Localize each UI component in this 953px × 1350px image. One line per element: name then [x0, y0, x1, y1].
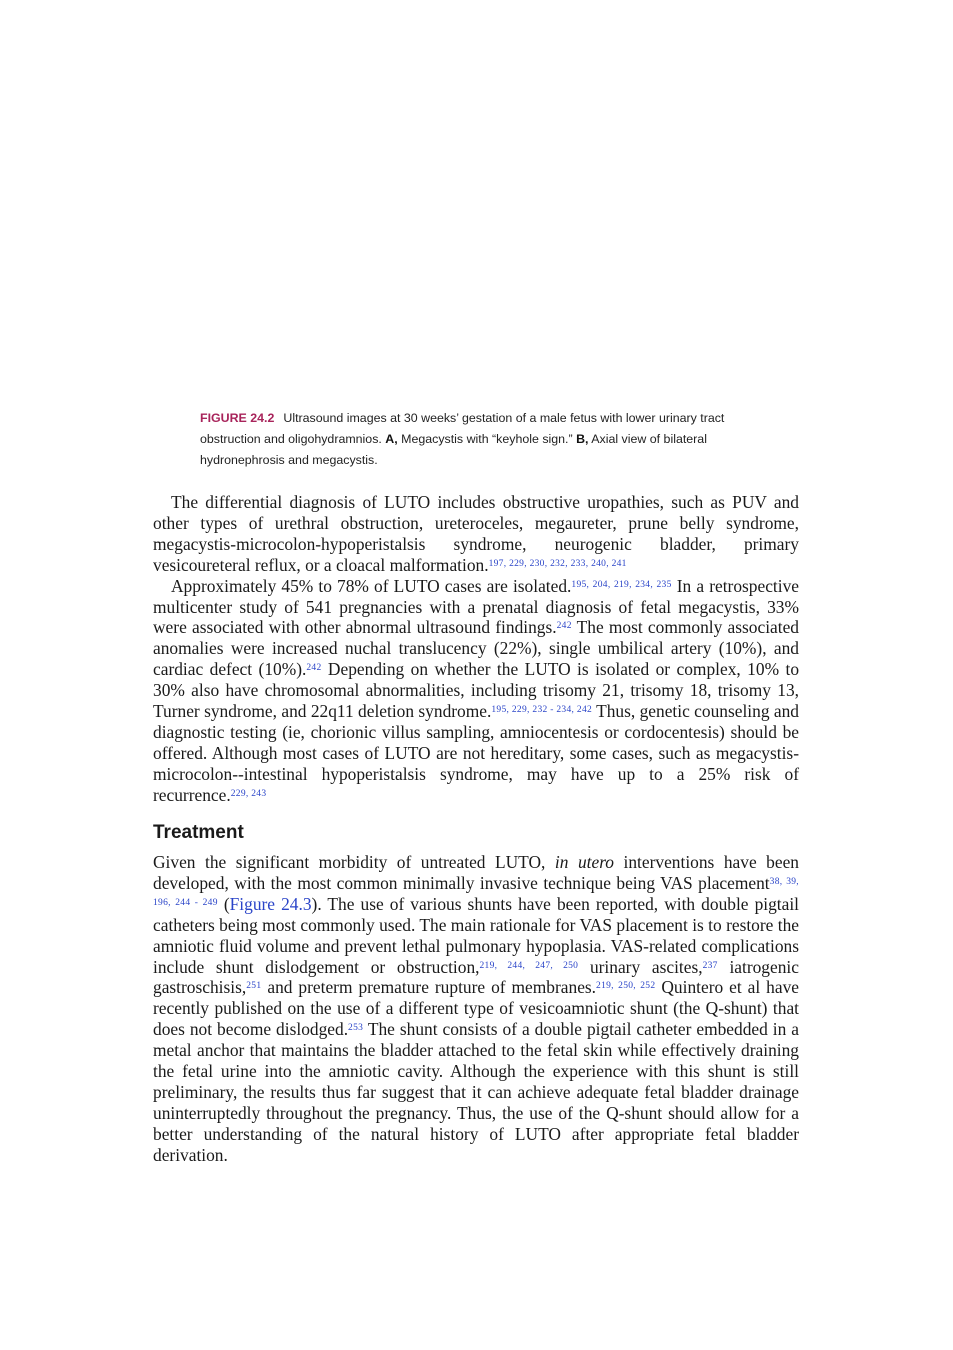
- paragraph-text: iatrogenic gastroschisis,: [153, 956, 799, 998]
- paragraph-isolated-luto: [153, 576, 799, 806]
- paragraph-text: The most commonly associated anomalies were increased nuchal translucency (22%), single umbilical artery (10%), and cardiac defect (10%).: [153, 617, 799, 680]
- paragraph-text: The differential diagnosis of LUTO includes obstructive uropathies, such as PUV and other types of urethral obstruction, ureteroceles, megaureter, prune belly syndrome, megacystis-microcolon-hypoperistalsis syndrome, neurogenic bladder, primary vesicoureteral reflux, or a cloacal malformation.: [153, 492, 799, 575]
- citation-link[interactable]: 242: [556, 621, 572, 632]
- paragraph-text: ). The use of various shunts have been reported, with double pigtail catheters being most commonly used. The main rationale for VAS placement is to restore the amniotic fluid volume and prevent lethal pulmonary hypoplasia. VAS-related complications include shunt dislodgement or obstruction,: [153, 893, 800, 977]
- citation-link[interactable]: 38, 39, 196, 244 - 249: [153, 876, 799, 908]
- treatment-text-block: [153, 852, 799, 1166]
- citation-link[interactable]: 197, 229, 230, 232, 233, 240, 241: [488, 558, 627, 569]
- body-text-block: [153, 492, 799, 806]
- paragraph-text: Approximately 45% to 78% of LUTO cases are isolated.: [171, 575, 572, 596]
- paragraph-text: Given the significant morbidity of untreated LUTO,: [153, 852, 555, 872]
- citation-link[interactable]: 219, 250, 252: [596, 981, 656, 992]
- section-heading-treatment: Treatment: [153, 822, 244, 843]
- citation-link[interactable]: 242: [306, 663, 322, 674]
- paragraph-text: Depending on whether the LUTO is isolated or complex, 10% to 30% also have chromosomal abnormalities, including trisomy 21, trisomy 18, trisomy 13, Turner syndrome, and 22q11 deletion syndrome.: [153, 659, 800, 722]
- citation-link[interactable]: 229, 243: [230, 788, 267, 799]
- paragraph-treatment: [153, 852, 799, 1166]
- figure-caption: [200, 408, 765, 471]
- citation-link[interactable]: 219, 244, 247, 250: [479, 960, 579, 971]
- paragraph-text: (: [217, 893, 230, 914]
- caption-text: Ultrasound images at 30 weeks’ gestation of a male fetus with lower urinary tract obstruction and oligohydramnios.: [200, 411, 725, 446]
- citation-link[interactable]: 237: [702, 960, 718, 971]
- caption-label-a: A,: [385, 432, 398, 446]
- italic-term: in utero: [554, 852, 615, 872]
- paragraph-text: Quintero et al have recently published on the use of a different type of vesicoamniotic shunt (the Q-shunt) that does not become dislodged.: [153, 977, 799, 1040]
- paragraph-text: Thus, genetic counseling and diagnostic testing (ie, chorionic villus sampling, amniocentesis or cordocentesis) should be offered. Although most cases of LUTO are not hereditary, some cases, such as megacystis-microcolon--intestinal hypoperistalsis syndrome, may have up to a 25% risk of recurrence.: [153, 701, 799, 805]
- citation-link[interactable]: 195, 204, 219, 234, 235: [571, 579, 672, 590]
- paragraph-text: urinary ascites,: [578, 956, 703, 977]
- figure-label: FIGURE 24.2: [200, 411, 275, 425]
- citation-link[interactable]: 251: [246, 981, 262, 992]
- figure-reference-link[interactable]: Figure 24.3: [229, 893, 312, 914]
- citation-link[interactable]: 195, 229, 232 - 234, 242: [491, 705, 593, 716]
- caption-label-b: B,: [576, 432, 589, 446]
- caption-text-b: Axial view of bilateral hydronephrosis and megacystis.: [200, 432, 707, 467]
- paragraph-differential-diagnosis: [153, 492, 799, 576]
- paragraph-text: interventions have been developed, with the most common minimally invasive technique being VAS placement: [153, 852, 800, 893]
- paragraph-text: and preterm premature rupture of membranes.: [261, 977, 597, 998]
- caption-text-a: Megacystis with “keyhole sign.”: [401, 432, 573, 446]
- paragraph-text: In a retrospective multicenter study of 541 pregnancies with a prenatal diagnosis of fetal megacystis, 33% were associated with other abnormal ultrasound findings.: [153, 575, 800, 638]
- paragraph-text: The shunt consists of a double pigtail catheter embedded in a metal anchor that maintains the bladder attached to the fetal skin while effectively draining the fetal urine into the amniotic cavity. Although the experience with this shunt is still preliminary, the results thus far suggest that it can achieve adequate fetal bladder drainage uninterruptedly throughout the pregnancy. Thus, the use of the Q-shunt should allow for a better understanding of the natural history of LUTO after appropriate fetal bladder derivation.: [153, 1019, 799, 1165]
- citation-link[interactable]: 253: [348, 1023, 364, 1034]
